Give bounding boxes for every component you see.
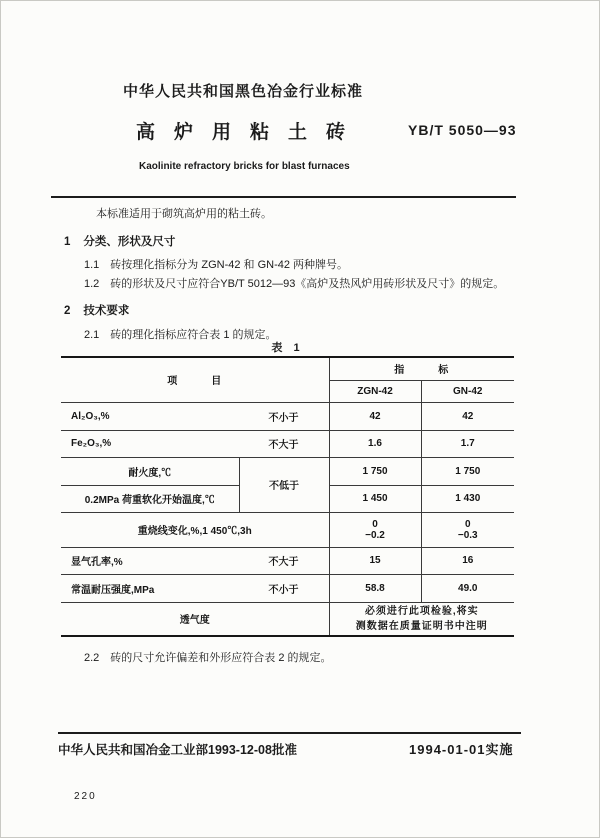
permeability-note-line2: 测数据在质量证明书中注明 [355, 620, 488, 632]
clause-2-1-number: 2.1 [84, 329, 100, 341]
clause-1-2-number: 1.2 [84, 278, 100, 290]
table-1-physical-chemical-indexes [61, 356, 514, 637]
row-qualifier: 不小于 [268, 584, 299, 596]
value-zgn42: 42 [329, 402, 421, 430]
header-divider-rule [51, 196, 516, 198]
row-item-label: 常温耐压强度,MPa [71, 584, 155, 596]
value-zgn42-lower: −0.2 [365, 529, 385, 541]
value-gn42: 1 750 [421, 457, 514, 485]
clause-1-2-text: 砖的形状及尺寸应符合YB/T 5012—93《高炉及热风炉用砖形状及尺寸》的规定。 [110, 278, 505, 290]
table-1-caption: 表 1 [271, 342, 304, 354]
permeability-note [329, 602, 514, 636]
value-zgn42: 1 750 [329, 457, 421, 485]
table-row-cold-crushing-strength [61, 574, 514, 602]
section-1-number: 1 [64, 236, 71, 248]
value-gn42: 1 430 [421, 485, 514, 512]
section-2-number: 2 [64, 305, 71, 317]
value-zgn42-range [329, 512, 421, 547]
row-qualifier: 不小于 [268, 412, 299, 424]
standard-number: YB/T 5050—93 [408, 122, 517, 138]
value-gn42-lower: −0.3 [457, 529, 478, 541]
section-2-heading [64, 302, 129, 318]
row-item-label: Fe₂O₃,% [71, 438, 112, 449]
value-gn42: 49.0 [421, 574, 514, 602]
row-qualifier: 不大于 [268, 440, 299, 451]
table-row-refractoriness [61, 457, 514, 485]
row-item-label: 透气度 [179, 615, 210, 627]
clause-1-1 [84, 258, 348, 272]
grade-header-zgn42: ZGN-42 [329, 380, 421, 402]
value-zgn42: 1.6 [329, 430, 421, 457]
scope-paragraph: 本标准适用于砌筑高炉用的粘土砖。 [96, 208, 272, 220]
clause-2-2 [84, 651, 332, 665]
permeability-note-line1: 必须进行此项检验,将实 [364, 605, 479, 617]
footer-divider-rule [58, 732, 521, 734]
value-gn42: 1.7 [421, 430, 514, 457]
value-zgn42: 15 [329, 547, 421, 574]
value-gn42: 16 [421, 547, 514, 574]
table-row-fe2o3 [61, 430, 514, 457]
section-1-title: 分类、形状及尺寸 [83, 236, 176, 248]
standard-class-heading: 中华人民共和国黑色冶金行业标准 [123, 83, 364, 100]
value-zgn42-upper: 0 [372, 518, 378, 530]
column-header-item: 项 目 [61, 357, 329, 402]
clause-2-2-text: 砖的尺寸允许偏差和外形应符合表 2 的规定。 [110, 652, 332, 664]
value-gn42: 42 [421, 402, 514, 430]
row-item-label: 重烧线变化,%,1 450℃,3h [61, 512, 329, 547]
row-item-label: 0.2MPa 荷重软化开始温度,℃ [61, 485, 239, 512]
row-qualifier: 不大于 [268, 557, 299, 568]
table-header-row-1 [61, 357, 514, 380]
section-1-heading [64, 233, 175, 249]
value-gn42-range [421, 512, 514, 547]
value-gn42-upper: 0 [464, 518, 471, 530]
row-qualifier-merged: 不低于 [239, 457, 329, 512]
value-zgn42: 58.8 [329, 574, 421, 602]
section-2-title: 技术要求 [83, 305, 130, 317]
column-header-index: 指 标 [329, 357, 514, 380]
clause-1-1-number: 1.1 [84, 259, 100, 271]
table-row-apparent-porosity [61, 547, 514, 574]
row-item-label: 耐火度,℃ [61, 457, 239, 485]
row-item-label: 显气孔率,% [71, 557, 123, 568]
clause-2-2-number: 2.2 [84, 652, 100, 664]
implementation-date: 1994-01-01实施 [409, 742, 514, 757]
table-row-permeability [61, 602, 514, 636]
clause-2-1-text: 砖的理化指标应符合表 1 的规定。 [110, 329, 277, 341]
document-title-english: Kaolinite refractory bricks for blast furnaces [139, 161, 350, 172]
document-title: 高 炉 用 粘 土 砖 [136, 122, 346, 143]
grade-header-gn42: GN-42 [421, 380, 514, 402]
approval-statement: 中华人民共和国冶金工业部1993-12-08批准 [58, 743, 297, 757]
row-item-label: Al₂O₃,% [71, 410, 110, 422]
clause-1-2 [84, 277, 504, 291]
table-row-reheating-linear-change [61, 512, 514, 547]
value-zgn42: 1 450 [329, 485, 421, 512]
clause-1-1-text: 砖按理化指标分为 ZGN-42 和 GN-42 两种牌号。 [110, 259, 349, 271]
table-row-al2o3 [61, 402, 514, 430]
page-number: 220 [74, 791, 97, 802]
